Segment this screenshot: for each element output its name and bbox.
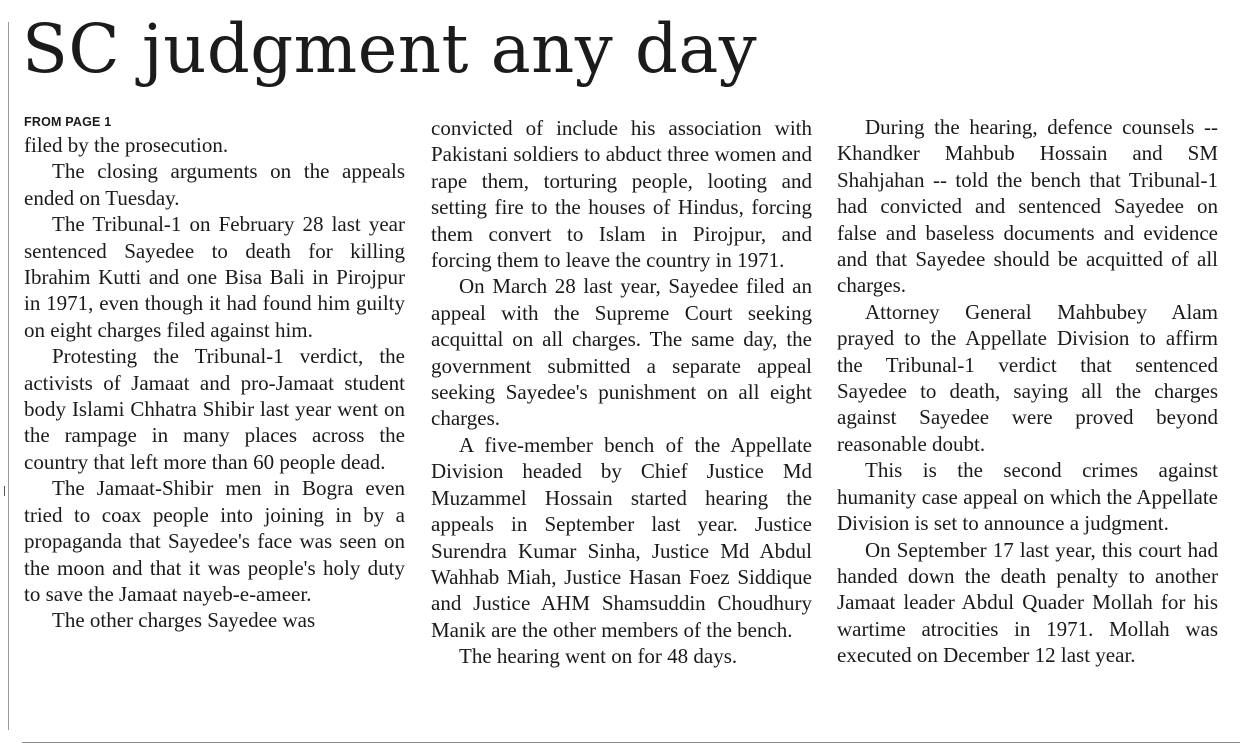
paragraph: A five-member bench of the Appellate Division headed by Chief Justice Md Muzammel Hossain started hearing the appeals in September last year. Justice Surendra Kumar Sinha, Justice Md Abdul Wahhab Miah, Justice Hasan Foez Siddique and Justice AHM Shamsuddin Choudhury Manik are the other members of the bench. (431, 432, 812, 642)
paragraph: Attorney General Mahbubey Alam prayed to the Appellate Division to affirm the Tribunal-1 verdict that sentenced Sayedee to death, saying all the charges against Sayedee were proved beyond reasonable doubt. (837, 299, 1218, 456)
article-column-2 (431, 115, 812, 670)
left-margin-tick (4, 486, 5, 496)
paragraph: On March 28 last year, Sayedee filed an appeal with the Supreme Court seeking acquittal on all charges. The same day, the government submitted a separate appeal seeking Sayedee's punishment on all eight charges. (431, 274, 812, 431)
kicker: FROM PAGE 1 (24, 115, 112, 129)
headline: SC judgment any day (22, 10, 758, 88)
paragraph: This is the second crimes against humanity case appeal on which the Appellate Division is set to announce a judgment. (837, 458, 1218, 536)
paragraph: During the hearing, defence counsels -- Khandker Mahbub Hossain and SM Shahjahan -- told the bench that Tribunal-1 had convicted and sentenced Sayedee on false and baseless documents and evidence and that Sayedee should be acquitted of all charges. (837, 115, 1218, 298)
paragraph: filed by the prosecution. (24, 133, 229, 157)
article-column-3 (837, 114, 1218, 669)
paragraph: The closing arguments on the appeals ended on Tuesday. (24, 159, 405, 210)
paragraph: convicted of include his association with Pakistani soldiers to abduct three women and rape them, torturing people, looting and setting fire to the houses of Hindus, forcing them convert to Islam in Pirojpur, and forcing them to leave the country in 1971. (431, 116, 812, 273)
paragraph: On September 17 last year, this court had handed down the death penalty to another Jamaat leader Abdul Quader Mollah for his wartime atrocities in 1971. Mollah was executed on December 12 last year. (837, 537, 1218, 668)
paragraph: The hearing went on for 48 days. (459, 644, 738, 669)
article-column-1 (24, 114, 405, 634)
paragraph: Protesting the Tribunal-1 verdict, the activists of Jamaat and pro-Jamaat student body Islami Chhatra Shibir last year went on the rampage in many places across the country that left more than 60 people dead. (24, 344, 405, 474)
paragraph: The Jamaat-Shibir men in Bogra even tried to coax people into joining in by a propaganda that Sayedee's face was seen on the moon and that it was people's holy duty to save the Jamaat nayeb-e-ameer. (24, 476, 405, 606)
paragraph: The other charges Sayedee was (52, 608, 316, 633)
bottom-rule (22, 742, 1240, 743)
left-column-rule (8, 22, 9, 730)
paragraph: The Tribunal-1 on February 28 last year sentenced Sayedee to death for killing Ibrahim Kutti and one Bisa Bali in Pirojpur in 1971, even though it had found him guilty on eight charges filed against him. (24, 212, 405, 342)
